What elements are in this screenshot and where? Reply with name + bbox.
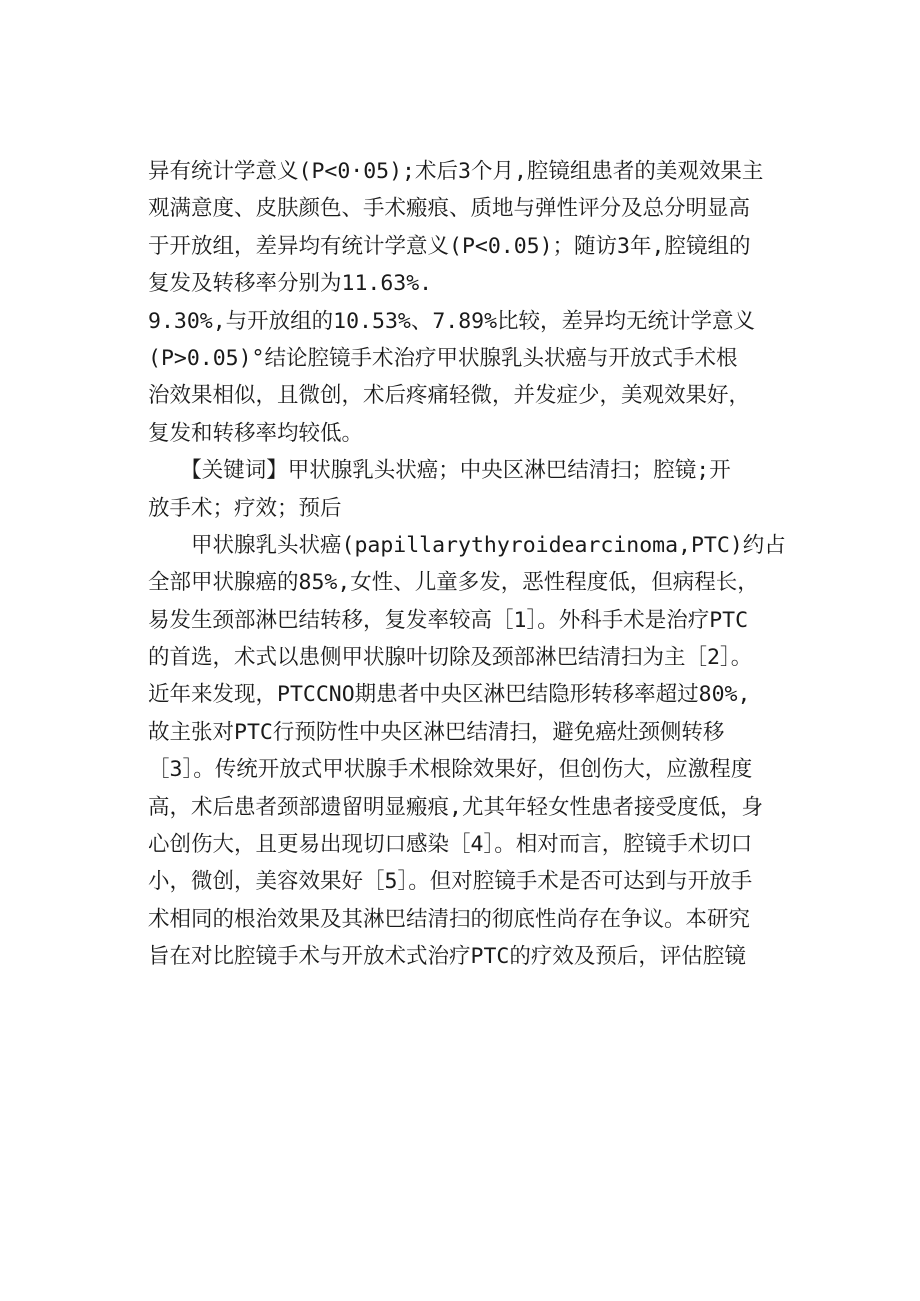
text-line: 高，术后患者颈部遗留明显瘢痕,尤其年轻女性患者接受度低，身 xyxy=(148,794,763,820)
text-line: 治效果相似，且微创，术后疼痛轻微，并发症少，美观效果好， xyxy=(148,383,751,409)
keywords-paragraph xyxy=(148,452,808,527)
text-line: 术相同的根治效果及其淋巴结清扫的彻底性尚存在争议。本研究 xyxy=(148,906,751,932)
text-line: 复发及转移率分别为11.63%. xyxy=(148,271,433,297)
text-line: 观满意度、皮肤颜色、手术瘢痕、质地与弹性评分及总分明显高 xyxy=(148,196,751,222)
text-line: 甲状腺乳头状癌(papillarythyroidearcinoma,PTC)约占 xyxy=(148,532,786,558)
text-line: 易发生颈部淋巴结转移，复发率较高［1］。外科手术是治疗PTC xyxy=(148,607,749,633)
text-line: 复发和转移率均较低。 xyxy=(148,420,364,446)
text-line: 近年来发现，PTCCNO期患者中央区淋巴结隐形转移率超过80%, xyxy=(148,682,751,708)
text-line: 的首选，术式以患侧甲状腺叶切除及颈部淋巴结清扫为主［2］。 xyxy=(148,645,753,671)
text-line: 心创伤大，且更易出现切口感染［4］。相对而言，腔镜手术切口 xyxy=(148,832,753,858)
text-line: 旨在对比腔镜手术与开放术式治疗PTC的疗效及预后，评估腔镜 xyxy=(148,944,746,970)
text-line: 全部甲状腺癌的85%,女性、儿童多发，恶性程度低，但病程长， xyxy=(148,570,759,596)
text-line: ［3］。传统开放式甲状腺手术根除效果好，但创伤大，应激程度 xyxy=(148,757,753,783)
body-paragraph xyxy=(148,527,808,976)
keywords-line: 放手术；疗效；预后 xyxy=(148,495,342,521)
text-line: 9.30%,与开放组的10.53%、7.89%比较，差异均无统计学意义 xyxy=(148,308,756,334)
text-line: (P>0.05)°结论腔镜手术治疗甲状腺乳头状癌与开放式手术根 xyxy=(148,345,738,371)
document-page xyxy=(148,153,808,976)
text-line: 故主张对PTC行预防性中央区淋巴结清扫，避免癌灶颈侧转移 xyxy=(148,719,725,745)
text-line: 小，微创，美容效果好［5］。但对腔镜手术是否可达到与开放手 xyxy=(148,869,753,895)
text-line: 异有统计学意义(P<0·05);术后3个月,腔镜组患者的美观效果主 xyxy=(148,159,764,184)
abstract-paragraph xyxy=(148,153,808,452)
text-line: 于开放组，差异均有统计学意义(P<0.05)；随访3年,腔镜组的 xyxy=(148,233,751,259)
keywords-line: 【关键词】甲状腺乳头状癌；中央区淋巴结清扫；腔镜;开 xyxy=(148,458,731,484)
